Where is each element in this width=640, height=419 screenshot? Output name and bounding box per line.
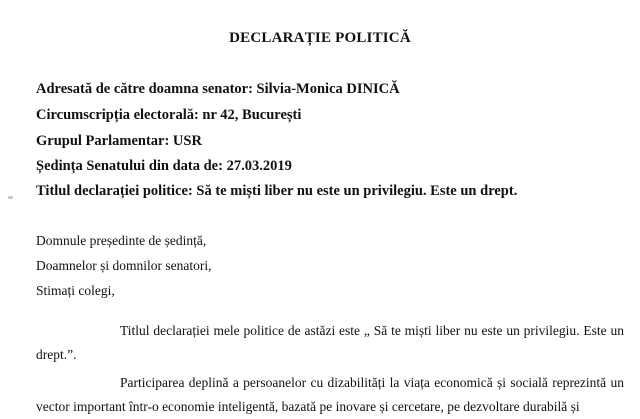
body-paragraph-1: Titlul declarației mele politice de astăzi este „ Să te miști liber nu este un privilegiu. Este un drept.”. bbox=[36, 323, 624, 362]
greeting-senators: Doamnelor și domnilor senatori, bbox=[36, 258, 212, 273]
addressed-by-line: Adresată de către doamna senator: Silvia-Monica DINICĂ bbox=[36, 81, 400, 97]
constituency-line: Circumscripția electorală: nr 42, București bbox=[36, 107, 302, 123]
greeting-colleagues: Stimați colegi, bbox=[36, 283, 115, 298]
greeting-president: Domnule președinte de ședință, bbox=[36, 233, 207, 248]
parliamentary-group-line: Grupul Parlamentar: USR bbox=[36, 133, 202, 149]
declaration-title-line: Titlul declarației politice: Să te miști liber nu este un privilegiu. Este un drept. bbox=[36, 183, 518, 199]
body-paragraph-2: Participarea deplină a persoanelor cu dizabilități la viața economică și socială reprezintă un vector important într-o economie inteligentă, bazată pe inovare și cercetare, pe dezvoltare durabilă și bbox=[36, 375, 624, 414]
session-date-line: Ședința Senatului din data de: 27.03.2019 bbox=[36, 158, 292, 174]
scan-mark bbox=[8, 196, 13, 199]
document-title: DECLARAȚIE POLITICĂ bbox=[229, 30, 411, 46]
